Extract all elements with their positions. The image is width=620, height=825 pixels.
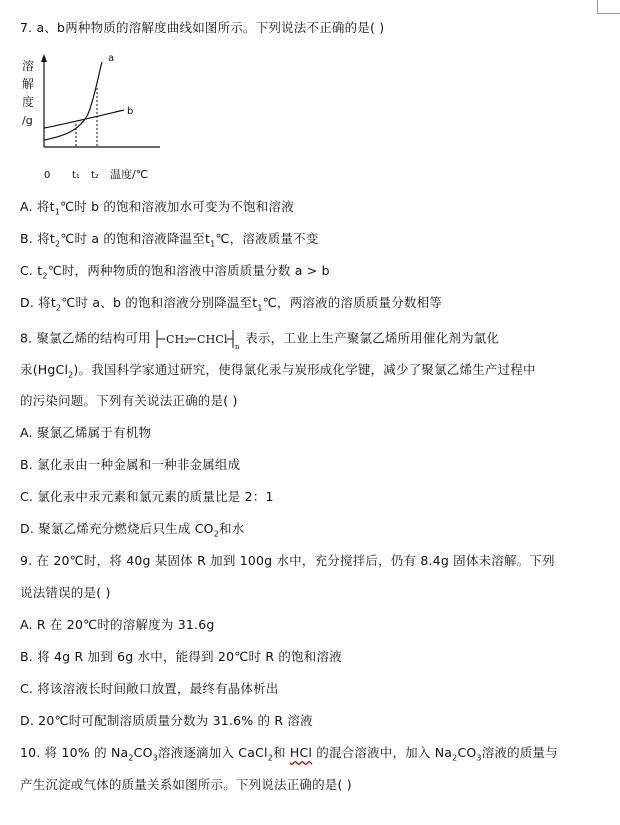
y-label-char-1: 溶: [22, 59, 35, 73]
q10-line2: 产生沉淀或气体的质量关系如图所示。下列说法正确的是( ): [20, 777, 352, 792]
q9-stem: 9. 在 20℃时，将 40g 某固体 R 加到 100g 水中，充分搅拌后，仍有 8.4g 固体未溶解。下列: [20, 553, 555, 568]
formula-right: CHCl: [197, 333, 228, 346]
y-axis-arrow-icon: [41, 54, 47, 62]
q8-line3: 的污染问题。下列有关说法正确的是( ): [20, 393, 238, 408]
q9-option-c: C. 将该溶液长时间敞口放置，最终有晶体析出: [20, 681, 279, 696]
y-unit: /g: [22, 114, 33, 127]
q8-line2: 汞(HgCl$_2$)。我国科学家通过研究，使得氯化汞与炭形成化学键，减少了聚氯乙烯生产过程中: [20, 362, 536, 380]
page-corner-mark: [597, 0, 620, 14]
q9-option-b: B. 将 4g R 加到 6g 水中，能得到 20℃时 R 的饱和溶液: [20, 649, 342, 664]
formula-left: CH₂: [166, 333, 190, 346]
q7-option-a: A. 将$t_1℃$时 b 的饱和溶液加水可变为不饱和溶液: [20, 199, 294, 217]
q9-option-a: A. R 在 20℃时的溶解度为 31.6g: [20, 617, 215, 632]
q8-option-d: D. 聚氯乙烯充分燃烧后只生成 $CO_2$和水: [20, 521, 245, 539]
t1-label: t₁: [72, 170, 80, 181]
q10-stem: 10. 将 10% 的 $Na_2CO_3$溶液逐滴加入 CaCl$_2$和 HCl 的混合溶液中，加入 $Na_2CO_3$溶液的质量与: [20, 745, 558, 763]
hcl-text: HCl: [289, 745, 313, 760]
curve-b: [44, 110, 124, 128]
q8-stem: 8. 聚氯乙烯的结构可用 CH₂ CHCl n 表示，工业上生产聚氯乙烯所用催化剂为氯化: [20, 327, 499, 351]
q8-option-b: B. 氯化汞由一种金属和一种非金属组成: [20, 457, 241, 472]
y-label-char-3: 度: [22, 95, 35, 109]
q8-option-a: A. 聚氯乙烯属于有机物: [20, 425, 152, 440]
q7-option-d: D. 将$t_2℃$时 a、b 的饱和溶液分别降温至$t_1℃$，两溶液的溶质质量分数相等: [20, 295, 443, 313]
curve-a-label: a: [108, 53, 115, 64]
q8-option-c: C. 氯化汞中汞元素和氯元素的质量比是 2：1: [20, 489, 274, 504]
curve-a: [44, 62, 102, 140]
q7-option-c: C. $t_2℃$时，两种物质的饱和溶液中溶质质量分数 a > b: [20, 263, 330, 281]
pvc-formula: [155, 327, 241, 351]
curve-b-label: b: [127, 106, 134, 117]
q9-stem-line2: 说法错误的是( ): [20, 585, 111, 600]
t2-label: t₂: [91, 170, 99, 181]
q7-option-b: B. 将$t_2℃$时 a 的饱和溶液降温至$t_1℃$，溶液质量不变: [20, 231, 319, 249]
formula-n: n: [235, 343, 240, 351]
q9-option-d: D. 20℃时可配制溶质质量分数为 31.6% 的 R 溶液: [20, 713, 313, 728]
y-label-char-2: 解: [22, 77, 35, 91]
x-axis-label: 温度/℃: [110, 168, 149, 181]
solubility-graph: [20, 52, 170, 187]
q7-stem: 7. a、b两种物质的溶解度曲线如图所示。下列说法不正确的是( ): [20, 20, 385, 35]
origin-label: 0: [44, 170, 51, 181]
